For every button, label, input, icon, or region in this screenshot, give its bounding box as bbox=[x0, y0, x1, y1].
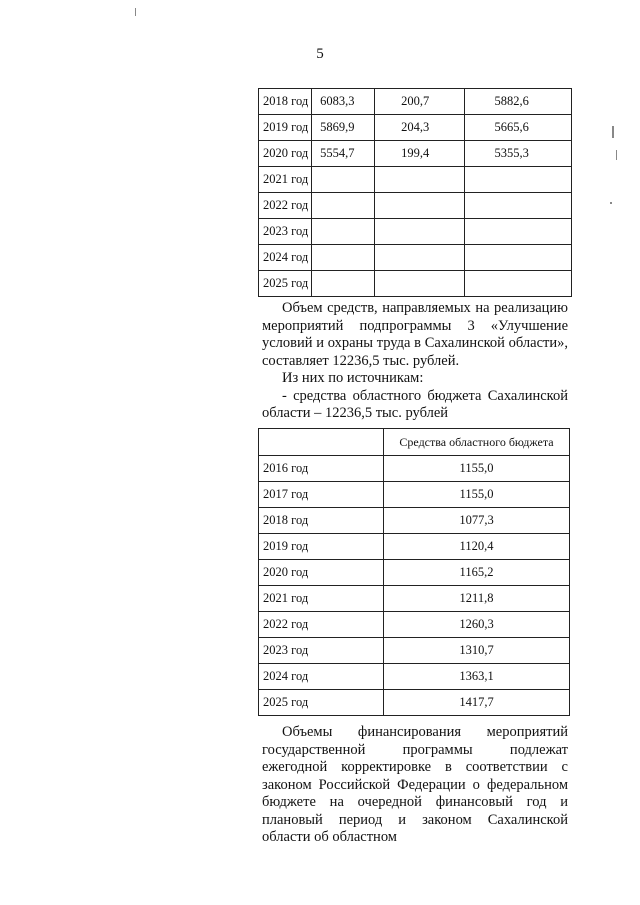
regional-budget-table bbox=[258, 428, 570, 716]
table-cell-year: 2020 год bbox=[259, 560, 384, 586]
table-cell-c3 bbox=[464, 219, 571, 245]
subprogram-3-text bbox=[262, 300, 568, 423]
table-cell-year: 2025 год bbox=[259, 690, 384, 716]
regional-budget-source: - средства областного бюджета Сахалинской области – 12236,5 тыс. рублей bbox=[262, 387, 568, 421]
funding-table-partial bbox=[258, 88, 572, 297]
table-cell-c2: 204,3 bbox=[375, 115, 464, 141]
table-cell-c2 bbox=[375, 167, 464, 193]
table-row bbox=[259, 167, 572, 193]
table-cell-year: 2023 год bbox=[259, 219, 312, 245]
table-row bbox=[259, 612, 570, 638]
table-row bbox=[259, 508, 570, 534]
table-row bbox=[259, 534, 570, 560]
table-header-year bbox=[259, 429, 384, 456]
table-header-regional-budget: Средства областного бюджета bbox=[384, 429, 570, 456]
table-cell-year: 2025 год bbox=[259, 271, 312, 297]
table-cell-year: 2022 год bbox=[259, 612, 384, 638]
table-cell-value: 1155,0 bbox=[384, 456, 570, 482]
table-cell-c1 bbox=[312, 245, 375, 271]
table-cell-year: 2024 год bbox=[259, 664, 384, 690]
table-cell-c2 bbox=[375, 219, 464, 245]
regional-budget-table-body bbox=[259, 456, 570, 716]
table-row bbox=[259, 115, 572, 141]
table-row bbox=[259, 89, 572, 115]
table-cell-c1 bbox=[312, 167, 375, 193]
table-cell-value: 1077,3 bbox=[384, 508, 570, 534]
table-cell-year: 2019 год bbox=[259, 115, 312, 141]
table-cell-year: 2021 год bbox=[259, 167, 312, 193]
table-row bbox=[259, 690, 570, 716]
table-cell-c3 bbox=[464, 193, 571, 219]
table-cell-year: 2019 год bbox=[259, 534, 384, 560]
scan-speck bbox=[612, 126, 614, 138]
funding-table-partial-body bbox=[259, 89, 572, 297]
table-cell-c1: 5554,7 bbox=[312, 141, 375, 167]
table-cell-c3 bbox=[464, 271, 571, 297]
table-row bbox=[259, 664, 570, 690]
financing-adjustment-paragraph: Объемы финансирования мероприятий государственной программы подлежат ежегодной корректировке в соответствии с законом Российской Федерации о федеральном бюджете на очередной финансовый год и плановый период и законом Сахалинской области об областном bbox=[262, 724, 568, 845]
table-cell-c1 bbox=[312, 219, 375, 245]
table-cell-c1 bbox=[312, 271, 375, 297]
table-cell-value: 1417,7 bbox=[384, 690, 570, 716]
table-cell-year: 2016 год bbox=[259, 456, 384, 482]
table-row bbox=[259, 193, 572, 219]
table-cell-year: 2022 год bbox=[259, 193, 312, 219]
table-cell-c1: 5869,9 bbox=[312, 115, 375, 141]
table-cell-c3: 5665,6 bbox=[464, 115, 571, 141]
table-cell-c3 bbox=[464, 167, 571, 193]
table-cell-year: 2017 год bbox=[259, 482, 384, 508]
table-cell-c2: 200,7 bbox=[375, 89, 464, 115]
table-cell-year: 2018 год bbox=[259, 89, 312, 115]
table-cell-year: 2023 год bbox=[259, 638, 384, 664]
table-cell-c3 bbox=[464, 245, 571, 271]
table-header-row bbox=[259, 429, 570, 456]
table-cell-c1: 6083,3 bbox=[312, 89, 375, 115]
table-cell-value: 1260,3 bbox=[384, 612, 570, 638]
table-cell-c3: 5882,6 bbox=[464, 89, 571, 115]
table-cell-c2 bbox=[375, 245, 464, 271]
table-row bbox=[259, 456, 570, 482]
table-cell-c2 bbox=[375, 271, 464, 297]
table-cell-year: 2021 год bbox=[259, 586, 384, 612]
scan-speck bbox=[616, 150, 617, 160]
table-cell-value: 1211,8 bbox=[384, 586, 570, 612]
table-cell-value: 1310,7 bbox=[384, 638, 570, 664]
subprogram-3-funding-paragraph: Объем средств, направляемых на реализацию мероприятий подпрограммы 3 «Улучшение условий и охраны труда в Сахалинской области», составляет 12236,5 тыс. рублей. bbox=[262, 300, 568, 369]
scan-speck bbox=[610, 202, 612, 204]
table-row bbox=[259, 638, 570, 664]
table-cell-c1 bbox=[312, 193, 375, 219]
table-cell-c2 bbox=[375, 193, 464, 219]
page-number: 5 bbox=[316, 46, 324, 62]
table-row bbox=[259, 219, 572, 245]
table-cell-value: 1120,4 bbox=[384, 534, 570, 560]
sources-intro: Из них по источникам: bbox=[282, 370, 424, 386]
financing-adjustment-text bbox=[262, 724, 568, 847]
table-row bbox=[259, 560, 570, 586]
table-cell-c2: 199,4 bbox=[375, 141, 464, 167]
table-cell-year: 2024 год bbox=[259, 245, 312, 271]
table-row bbox=[259, 271, 572, 297]
table-row bbox=[259, 245, 572, 271]
table-cell-year: 2018 год bbox=[259, 508, 384, 534]
table-row bbox=[259, 141, 572, 167]
scan-speck bbox=[135, 8, 136, 16]
table-cell-c3: 5355,3 bbox=[464, 141, 571, 167]
table-cell-value: 1165,2 bbox=[384, 560, 570, 586]
table-cell-value: 1155,0 bbox=[384, 482, 570, 508]
table-cell-value: 1363,1 bbox=[384, 664, 570, 690]
table-cell-year: 2020 год bbox=[259, 141, 312, 167]
table-row bbox=[259, 586, 570, 612]
table-row bbox=[259, 482, 570, 508]
